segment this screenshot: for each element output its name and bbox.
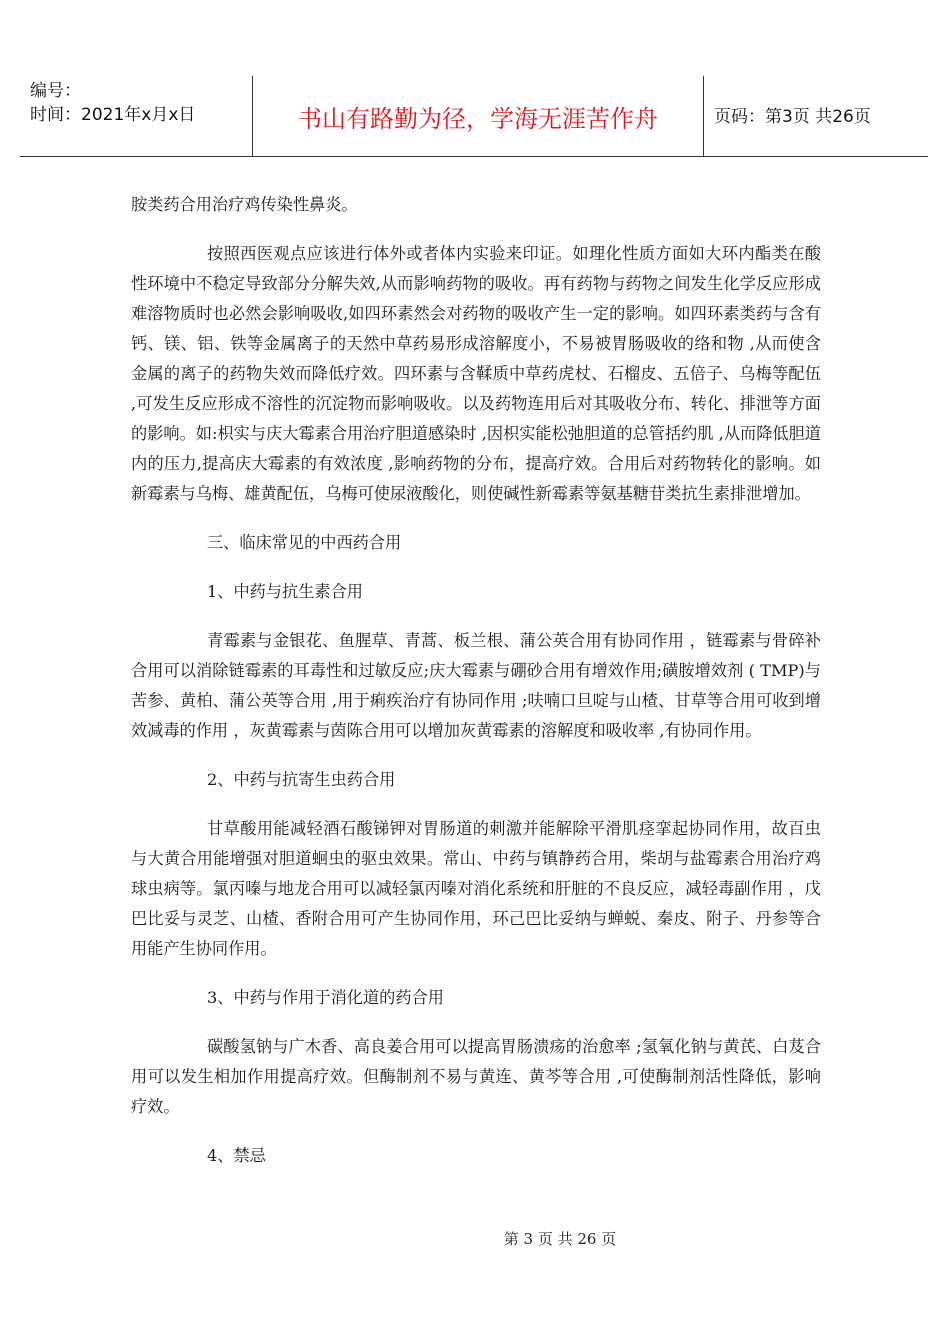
- subsection-heading: 3、中药与作用于消化道的药合用: [207, 988, 444, 1007]
- subsection-heading: 2、中药与抗寄生虫药合用: [207, 770, 396, 789]
- document-body: [131, 190, 821, 1190]
- motto: 书山有路勤为径，学海无涯苦作舟: [298, 105, 658, 133]
- header-meta-cell: [20, 76, 253, 156]
- paragraph: 碳酸氢钠与广木香、高良姜合用可以提高胃肠溃疡的治愈率 ;氢氧化钠与黄芪、白芨合用可以发生相加作用提高疗效。但酶制剂不易与黄连、黄芩等合用 ,可使酶制剂活性降低，影响疗效。: [131, 1037, 821, 1116]
- time-line: 时间：2021年x月x日: [30, 105, 196, 125]
- paragraph-continuation: 胺类药合用治疗鸡传染性鼻炎。: [131, 195, 358, 214]
- subsection-heading: 4、禁忌: [207, 1146, 266, 1165]
- page-code: 页码：第3页 共26页: [714, 107, 871, 127]
- paragraph: 按照西医观点应该进行体外或者体内实验来印证。如理化性质方面如大环内酯类在酸性环境中不稳定导致部分分解失效,从而影响药物的吸收。再有药物与药物之间发生化学反应形成难溶物质时也必然会影响吸收,如四环素然会对药物的吸收产生一定的影响。如四环素类药与含有钙、镁、铝、铁等金属离子的天然中草药易形成溶解度小，不易被胃肠吸收的络和物 ,从而使含金属的离子的药物失效而降低疗效。四环素与含鞣质中草药虎杖、石榴皮、五倍子、乌梅等配伍 ,可发生反应形成不溶性的沉淀物而影响吸收。以及药物连用后对其吸收分布、转化、排泄等方面的影响。如:枳实与庆大霉素合用治疗胆道感染时 ,因枳实能松弛胆道的总管括约肌 ,从而降低胆道内的压力,提高庆大霉素的有效浓度 ,影响药物的分布，提高疗效。合用后对药物转化的影响。如新霉素与乌梅、雄黄配伍，乌梅可使尿液酸化，则使碱性新霉素等氨基糖苷类抗生素排泄增加。: [131, 244, 821, 503]
- paragraph: 青霉素与金银花、鱼腥草、青蒿、板兰根、蒲公英合用有协同作用 ，链霉素与骨碎补合用可以消除链霉素的耳毒性和过敏反应;庆大霉素与硼砂合用有增效作用;磺胺增效剂 ( TMP)与苦参、黄柏、蒲公英等合用 ,用于痢疾治疗有协同作用 ;呋喃口旦啶与山楂、甘草等合用可收到增效减毒的作用 ，灰黄霉素与茵陈合用可以增加灰黄霉素的溶解度和吸收率 ,有协同作用。: [131, 631, 821, 740]
- page-footer: 第 3 页 共 26 页: [503, 1230, 617, 1248]
- serial-label: 编号：: [30, 81, 81, 101]
- header-page-cell: [704, 76, 928, 156]
- section-heading: 三、临床常见的中西药合用: [207, 533, 402, 552]
- paragraph: 甘草酸用能减轻酒石酸锑钾对胃肠道的刺激并能解除平滑肌痉挛起协同作用，故百虫与大黄合用能增强对胆道蛔虫的驱虫效果。常山、中药与镇静药合用，柴胡与盐霉素合用治疗鸡球虫病等。氯丙嗪与地龙合用可以减轻氯丙嗪对消化系统和肝脏的不良反应，减轻毒副作用 ，戊巴比妥与灵芝、山楂、香附合用可产生协同作用，环己巴比妥纳与蝉蜕、秦皮、附子、丹参等合用能产生协同作用。: [131, 819, 821, 958]
- subsection-heading: 1、中药与抗生素合用: [207, 582, 363, 601]
- page-header: [20, 76, 928, 157]
- header-motto-cell: [253, 76, 704, 156]
